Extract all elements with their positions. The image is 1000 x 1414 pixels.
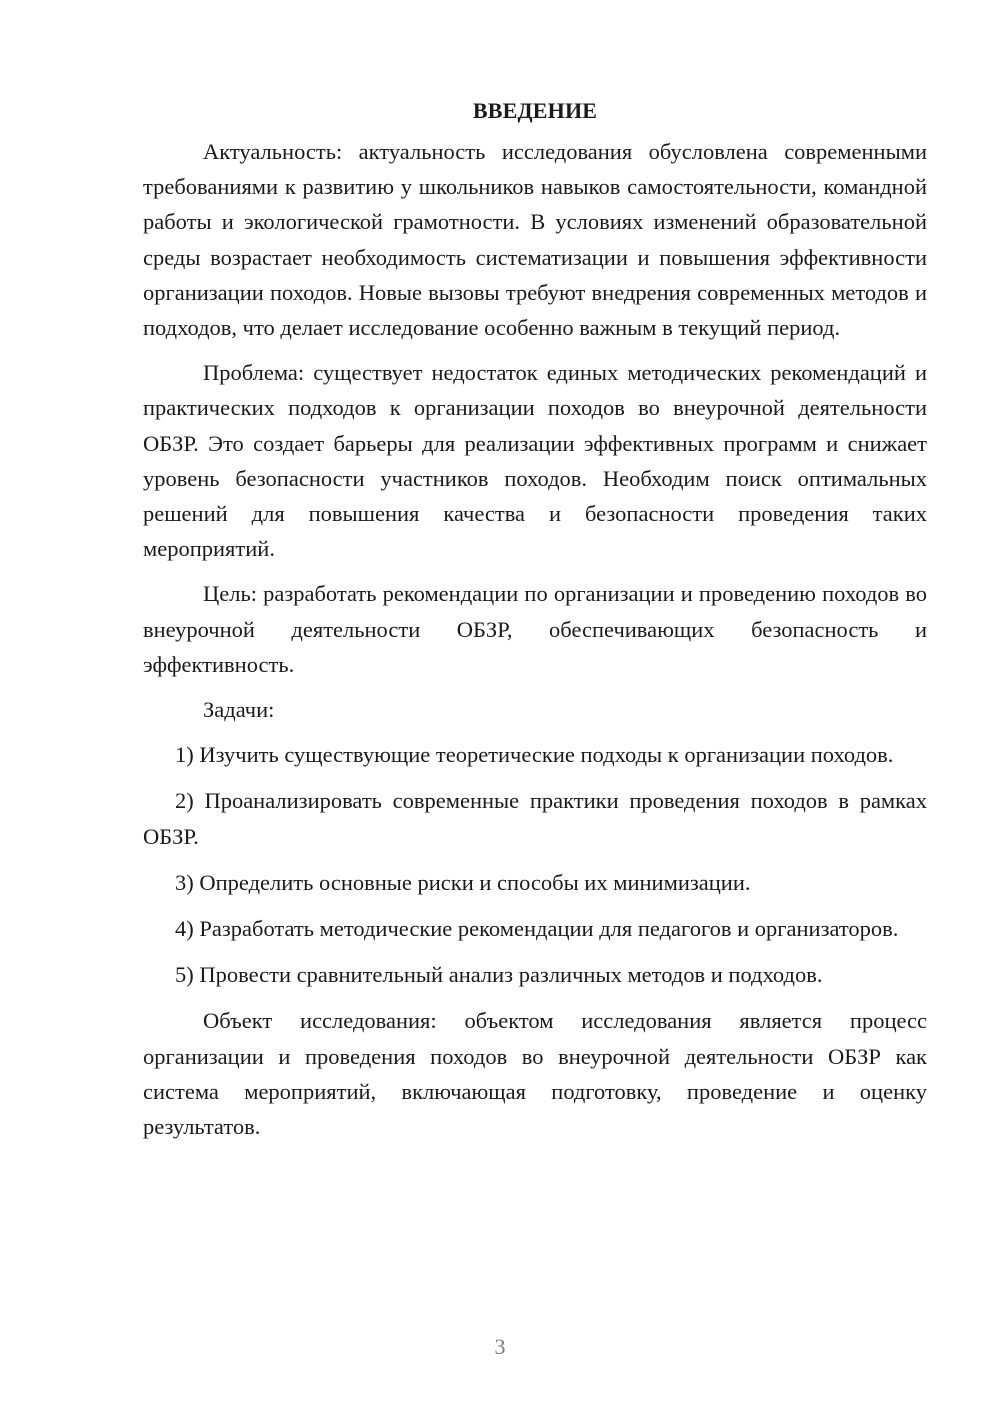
- tasks-heading: Задачи:: [203, 697, 275, 723]
- object-paragraph: Объект исследования: объектом исследования является процесс организации и проведения походов во внеурочной деятельности ОБЗР как система мероприятий, включающая подготовку, проведение и оценку результатов.: [143, 1008, 927, 1140]
- relevance-paragraph: Актуальность: актуальность исследования обусловлена современными требованиями к развитию у школьников навыков самостоятельности, командной работы и экологической грамотности. В условиях изменений образовательной среды возрастает необходимость систематизации и повышения эффективности организации походов. Новые вызовы требуют внедрения современных методов и подходов, что делает исследование особенно важным в текущий период.: [143, 139, 927, 341]
- page-content: [143, 94, 927, 1154]
- task-item: 5) Провести сравнительный анализ различных методов и подходов.: [175, 962, 823, 988]
- task-item: 4) Разработать методические рекомендации для педагогов и организаторов.: [175, 916, 899, 942]
- task-item: 1) Изучить существующие теоретические подходы к организации походов.: [175, 742, 894, 768]
- task-item: 2) Проанализировать современные практики проведения походов в рамках ОБЗР.: [143, 788, 927, 849]
- goal-paragraph: Цель: разработать рекомендации по организации и проведению походов во внеурочной деятельности ОБЗР, обеспечивающих безопасность и эффективность.: [143, 581, 927, 677]
- section-title: ВВЕДЕНИЕ: [472, 98, 598, 123]
- page-number: 3: [494, 1334, 506, 1359]
- problem-paragraph: Проблема: существует недостаток единых методических рекомендаций и практических подходов к организации походов во внеурочной деятельности ОБЗР. Это создает барьеры для реализации эффективных программ и снижает уровень безопасности участников походов. Необходим поиск оптимальных решений для повышения качества и безопасности проведения таких мероприятий.: [143, 360, 927, 562]
- task-item: 3) Определить основные риски и способы их минимизации.: [175, 869, 751, 895]
